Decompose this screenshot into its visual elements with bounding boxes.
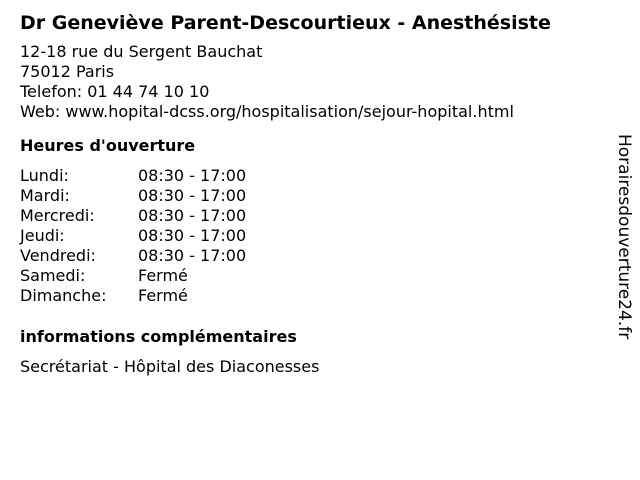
day-label: Vendredi: <box>20 246 96 265</box>
day-label: Mercredi: <box>20 206 95 225</box>
day-label: Dimanche: <box>20 286 107 305</box>
address-city: 75012 Paris <box>20 62 115 81</box>
hours-row-tuesday <box>20 186 600 206</box>
time-value: Fermé <box>138 286 188 305</box>
phone-number: Telefon: 01 44 74 10 10 <box>20 82 210 101</box>
listing-card <box>20 10 600 377</box>
time-value: 08:30 - 17:00 <box>138 186 247 205</box>
time-value: 08:30 - 17:00 <box>138 226 247 245</box>
day-label: Lundi: <box>20 166 69 185</box>
page-title: Dr Geneviève Parent-Descourtieux - Anesthésiste <box>20 12 551 34</box>
additional-info-heading: informations complémentaires <box>20 327 297 346</box>
address-street: 12-18 rue du Sergent Bauchat <box>20 42 263 61</box>
hours-row-wednesday <box>20 206 600 226</box>
opening-hours-heading: Heures d'ouverture <box>20 136 196 155</box>
site-watermark: Horairesdouverture24.fr <box>614 134 634 340</box>
hours-row-sunday <box>20 286 600 306</box>
day-label: Jeudi: <box>20 226 65 245</box>
hours-row-friday <box>20 246 600 266</box>
time-value: 08:30 - 17:00 <box>138 246 247 265</box>
website-link[interactable]: Web: www.hopital-dcss.org/hospitalisation/sejour-hopital.html <box>20 102 514 121</box>
time-value: 08:30 - 17:00 <box>138 206 247 225</box>
time-value: 08:30 - 17:00 <box>138 166 247 185</box>
hours-row-saturday <box>20 266 600 286</box>
day-label: Samedi: <box>20 266 86 285</box>
additional-info-text: Secrétariat - Hôpital des Diaconesses <box>20 357 320 376</box>
hours-row-monday <box>20 166 600 186</box>
day-label: Mardi: <box>20 186 70 205</box>
hours-row-thursday <box>20 226 600 246</box>
opening-hours-table <box>20 166 600 306</box>
time-value: Fermé <box>138 266 188 285</box>
